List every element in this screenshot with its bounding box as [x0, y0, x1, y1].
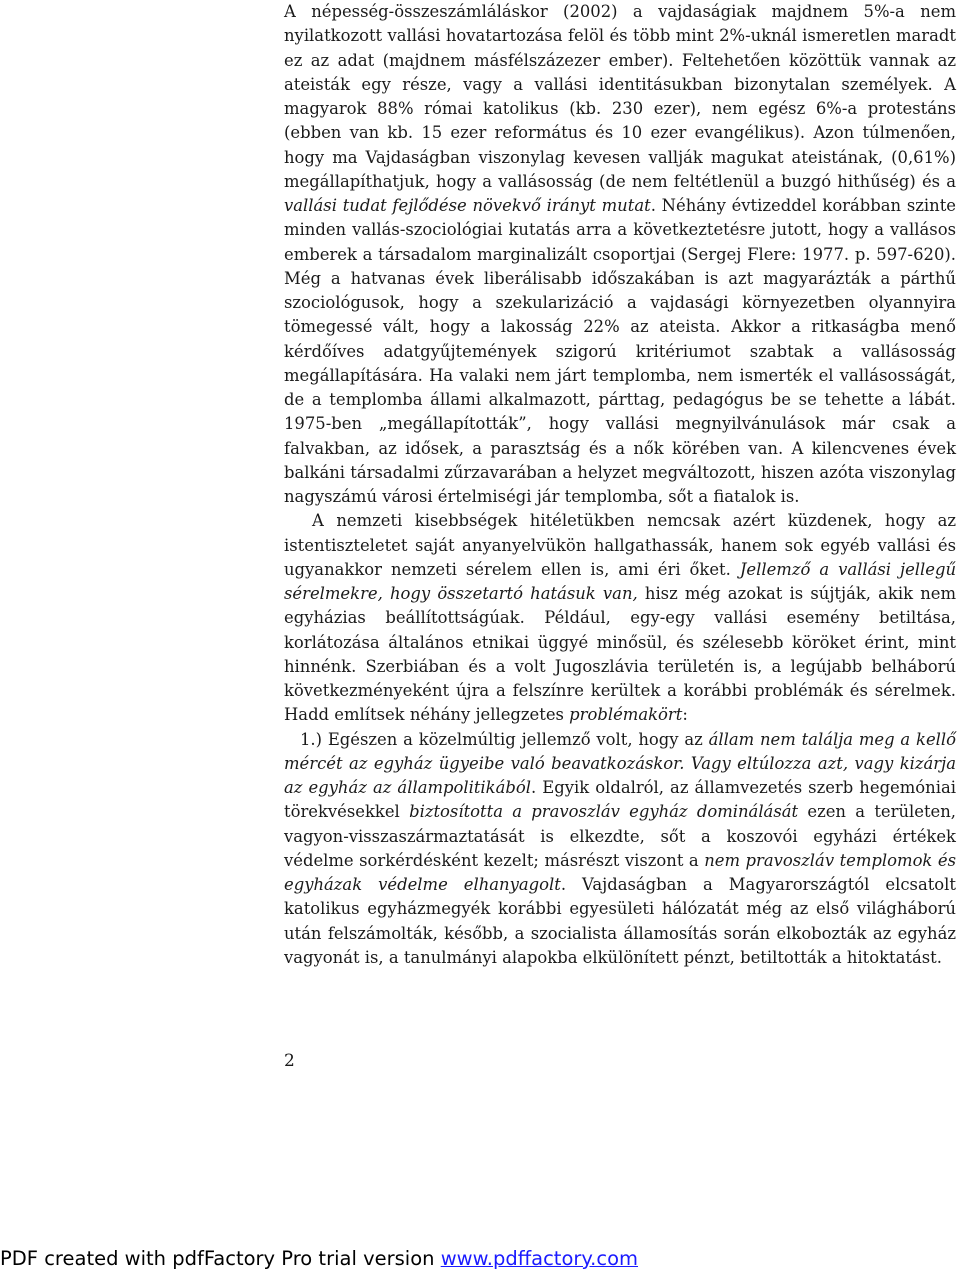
italic-emphasis: problémakört [569, 705, 683, 725]
page-number: 2 [284, 1051, 295, 1071]
document-body [284, 0, 956, 970]
text-run: . Néhány évtizeddel korábban szinte minden vallás-szociológiai kutatás arra a következtetésre jutott, hogy a vallásos emberek a társadalom marginalizált csoportjai (Sergej Flere: 1977. p. 597-620). Még a hatvanas évek liberálisabb időszakában is azt magyarázták a párthű szociológusok, hogy a szekularizáció a vajdasági környezetben olyannyira tömegessé vált, hogy a lakosság 22% az ateista. Akkor a ritkaságba menő kérdőíves adatgyűjtemények szigorú kritériumot szabtak a vallásosság megállapítására. Ha valaki nem járt templomba, nem ismerték el vallásosságát, de a templomba állami alkalmazott, párttag, pedagógus be se tehette a lábát. 1975-ben „megállapították”, hogy vallási megnyilvánulások már csak a falvakban, az idősek, a parasztság és a nők körében van. A kilencvenes évek balkáni társadalmi zűrzavarában a helyzet megváltozott, hiszen azóta viszonylag nagyszámú városi értelmiségi jár templomba, sőt a fiatalok is. [284, 196, 956, 506]
pdf-watermark-footer [0, 1247, 638, 1270]
text-run: hisz még azokat is sújtják, akik nem egyházias beállítottságúak. Például, egy-egy vallási esemény betiltása, korlátozása általános etnikai üggyé minősül, és szélesebb köröket érint, mint hinnénk. Szerbiában és a volt Jugoszlávia területén is, a legújabb belháború következményeként újra a felszínre kerültek a korábbi problémák és sérelmek. Hadd említsek néhány jellegzetes [284, 584, 956, 725]
italic-emphasis: nem pravoszláv templomok és egyházak védelme elhanyagolt [284, 850, 956, 894]
text-run: : [682, 705, 688, 725]
text-run: . Egyik oldalról, az államvezetés szerb hegemóniai törekvésekkel [284, 778, 956, 822]
text-run: . Vajdaságban a Magyarországtól elcsatolt katolikus egyházmegyék korábbi egyesületi hálózatát még az első világháború után felszámolták, később, a szocialista államosítás során elkobozták az egyház vagyonát is, a tanulmányi alapokba elkülönített pénzt, betiltották a hitoktatást. [284, 875, 956, 967]
paragraph-census [284, 0, 956, 509]
pdffactory-link[interactable]: www.pdffactory.com [440, 1247, 639, 1270]
italic-emphasis: Jellemző a vallási jellegű sérelmekre, hogy összetartó hatásuk van, [284, 559, 957, 603]
italic-emphasis: állam nem találja meg a kellő mércét az egyház ügyeibe való beavatkozáskor. Vagy eltúlozza azt, vagy kizárja az egyház az állampolitikából [284, 729, 956, 797]
paragraph-minorities [284, 509, 956, 727]
italic-emphasis: vallási tudat fejlődése növekvő irányt mutat [284, 196, 651, 215]
footer-text: PDF created with pdfFactory Pro trial version [0, 1247, 441, 1270]
text-run: A népesség-összeszámláláskor (2002) a vajdaságiak majdnem 5%-a nem nyilatkozott vallási hovatartozása felöl és több mint 2%-uknál ismeretlen maradt ez az adat (majdnem másfélszázezer ember). Feltehetően közöttük vannak az ateisták egy része, vagy a vallási identitásukban bizonytalan személyek. A magyarok 88% római katolikus (kb. 230 ezer), nem egész 6%-a protestáns (ebben van kb. 15 ezer református és 10 ezer evangélikus). Azon túlmenően, hogy ma Vajdaságban viszonylag kevesen vallják magukat ateistának, (0,61%) megállapíthatjuk, hogy a vallásosság (de nem feltétlenül a buzgó hithűség) és a [284, 2, 956, 191]
italic-emphasis: biztosította a pravoszláv egyház dominálását [409, 802, 799, 822]
text-run: ezen a területen, vagyon-visszaszármaztatását is elkezdte, sőt a koszovói egyházi értékek védelme sorkérdésként kezelt; másrészt viszont a [284, 802, 956, 870]
text-run: 1.) Egészen a közelmúltig jellemző volt, hogy az [300, 729, 709, 749]
text-run: A nemzeti kisebbségek hitéletükben nemcsak azért küzdenek, hogy az istentiszteletet saját anyanyelvükön hallgathassák, hanem sok egyéb vallási és ugyanakkor nemzeti sérelem ellen is, ami éri őket. [284, 511, 956, 579]
list-item-1 [284, 728, 956, 971]
